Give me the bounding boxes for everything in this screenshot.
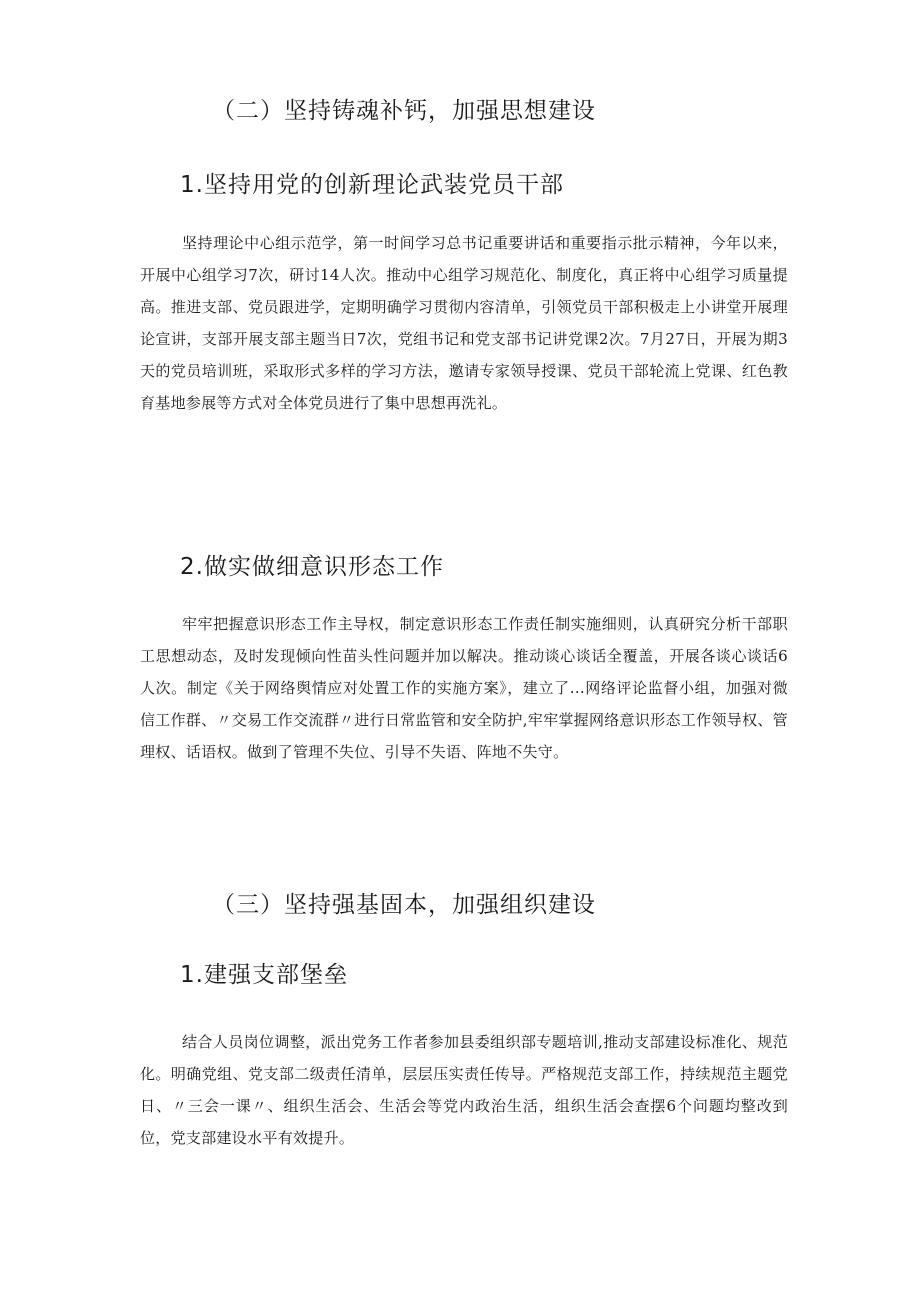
subsection-3-1-heading: 1.建强支部堡垒 xyxy=(180,962,348,988)
subsection-2-2-heading: 2.做实做细意识形态工作 xyxy=(180,554,444,580)
paragraph-text: 牢牢把握意识形态工作主导权，制定意识形态工作责任制实施细则，认真研究分析干部职工思想动态，及时发现倾向性苗头性问题并加以解决。推动谈心谈话全覆盖，开展各谈心谈话6人次。制定《关于网络舆情应对处置工作的实施方案》，建立了...网络评论监督小组，加强对微信工作群、〃交易工作交流群〃进行日常监管和安全防护,牢牢掌握网络意识形态工作领导权、管理权、话语权。做到了管理不失位、引导不失语、阵地不失守。 xyxy=(140,615,788,761)
paragraph-text: 结合人员岗位调整，派出党务工作者参加县委组织部专题培训,推动支部建设标准化、规范化。明确党组、党支部二级责任清单，层层压实责任传导。严格规范支部工作，持续规范主题党日、〃三会一课〃、组织生活会、生活会等党内政治生活，组织生活会查摆6个问题均整改到位，党支部建设水平有效提升。 xyxy=(140,1033,788,1147)
subsection-2-2-paragraph xyxy=(140,608,788,768)
section-3-heading: （三）坚持强基固本，加强组织建设 xyxy=(212,892,596,918)
section-2-heading: （二）坚持铸魂补钙，加强思想建设 xyxy=(212,98,596,124)
subsection-3-1-paragraph xyxy=(140,1026,788,1154)
subsection-2-1-heading: 1.坚持用党的创新理论武装党员干部 xyxy=(180,172,564,198)
subsection-2-1-paragraph xyxy=(140,227,788,419)
paragraph-text: 坚持理论中心组示范学，第一时间学习总书记重要讲话和重要指示批示精神，今年以来，开展中心组学习7次，研讨14人次。推动中心组学习规范化、制度化，真正将中心组学习质量提高。推进支部、党员跟进学，定期明确学习贯彻内容清单，引领党员干部积极走上小讲堂开展理论宣讲，支部开展支部主题当日7次，党组书记和党支部书记讲党课2次。7月27日，开展为期3天的党员培训班，采取形式多样的学习方法，邀请专家领导授课、党员干部轮流上党课、红色教育基地参展等方式对全体党员进行了集中思想再洗礼。 xyxy=(140,234,788,412)
